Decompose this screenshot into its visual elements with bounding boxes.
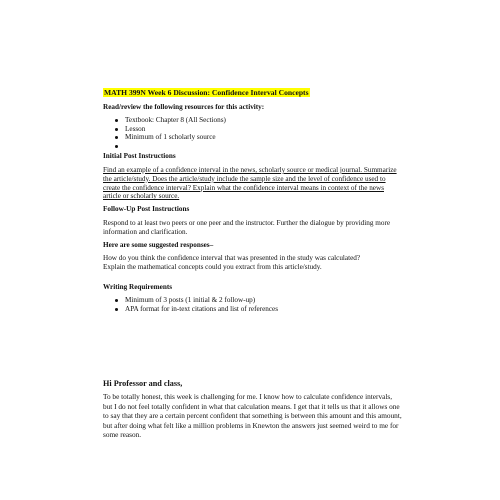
suggested-line-1: How do you think the confidence interval that was presented in the study was calculated? <box>103 254 361 262</box>
resources-list <box>103 116 226 150</box>
bullet-icon <box>115 128 118 131</box>
response-body: To be totally honest, this week is challenging for me. I know how to calculate confidence intervals, but I do not feel totally confident in what that calculation means. I get that it tells us that it allows one to say that they are a certain percent confident that something is between this amount and this amount, but after doing what felt like a million problems in Knewton the answers just seemed weird to me for some reason. <box>103 392 402 440</box>
suggested-heading: Here are some suggested responses– <box>103 241 214 249</box>
list-item <box>103 142 226 151</box>
resources-heading: Read/review the following resources for this activity: <box>103 103 265 111</box>
bullet-icon <box>115 145 118 148</box>
response-greeting: Hi Professor and class, <box>103 379 183 388</box>
page-title: MATH 399N Week 6 Discussion: Confidence Interval Concepts <box>104 88 309 97</box>
initial-post-heading: Initial Post Instructions <box>103 152 176 160</box>
follow-up-body: Respond to at least two peers or one peer and the instructor. Further the dialogue by providing more information and clarification. <box>103 219 391 236</box>
list-item: Textbook: Chapter 8 (All Sections) <box>103 116 226 125</box>
bullet-icon <box>115 119 118 122</box>
list-item: APA format for in-text citations and list of references <box>103 305 278 314</box>
suggested-line-2: Explain the mathematical concepts could you extract from this article/study. <box>103 263 322 271</box>
list-item: Minimum of 3 posts (1 initial & 2 follow-up) <box>103 296 278 305</box>
writing-list <box>103 296 278 313</box>
list-item: Minimum of 1 scholarly source <box>103 133 226 142</box>
writing-heading: Writing Requirements <box>103 283 173 291</box>
bullet-icon <box>115 299 118 302</box>
list-item: Lesson <box>103 125 226 134</box>
follow-up-heading: Follow-Up Post Instructions <box>103 205 190 213</box>
initial-post-body: Find an example of a confidence interval in the news, scholarly source or medical journal. Summarize the article/study. Does the article/study include the sample size and the level of confidence used to create the confidence interval? Explain what the confidence interval means in context of the news article or scholarly source. <box>103 166 397 201</box>
bullet-icon <box>115 136 118 139</box>
bullet-icon <box>115 308 118 311</box>
